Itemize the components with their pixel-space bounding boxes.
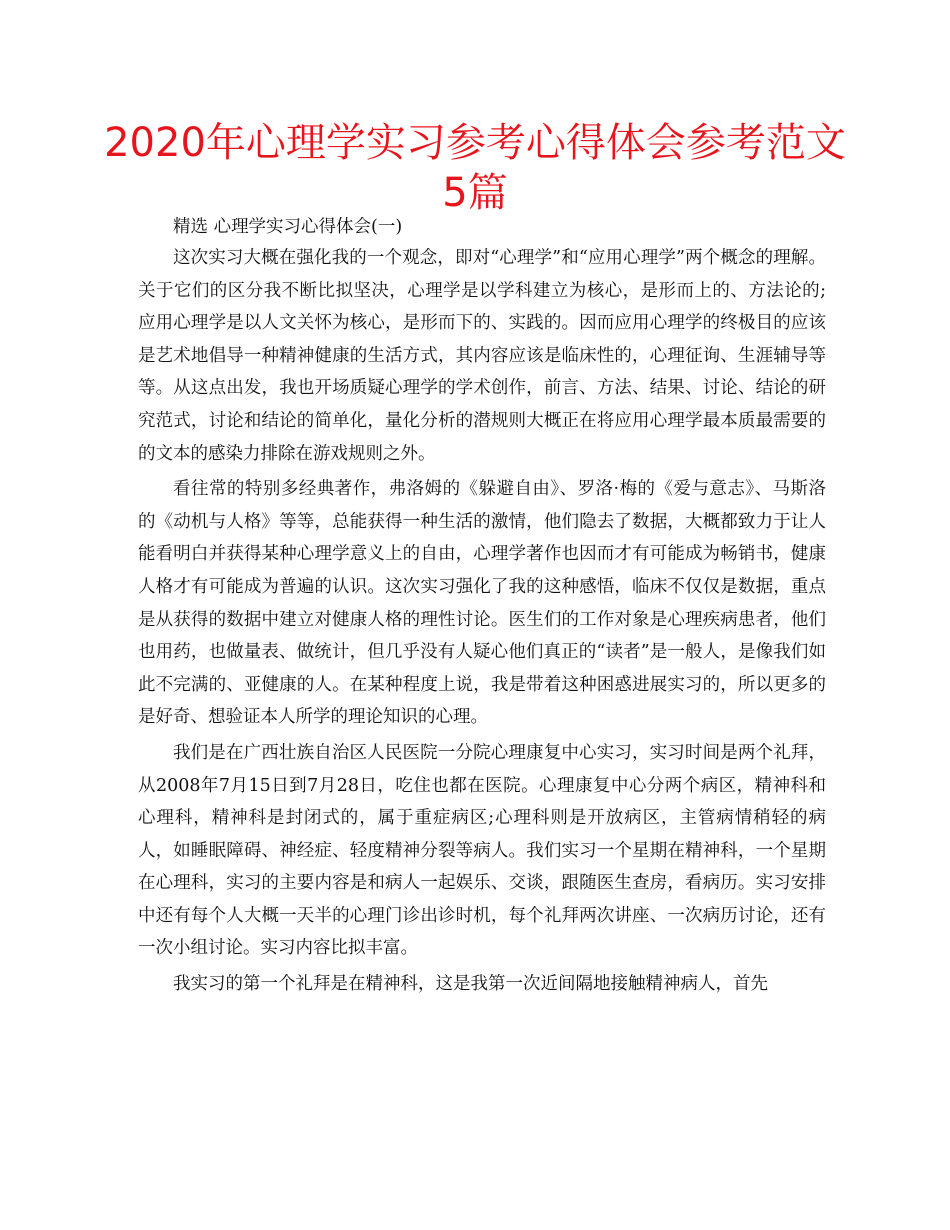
paragraph-4: 我实习的第一个礼拜是在精神科，这是我第一次近间隔地接触精神病人，首先 [173,974,768,995]
title-line-1: 2020年心理学实习参考心得体会参考范文 [104,120,846,166]
paragraph-3: 我们是在广西壮族自治区人民医院一分院心理康复中心实习，实习时间是两个礼拜，从2008年7月15日到7月28日，吃住也都在医院。心理康复中心分两个病区，精神科和心理科，精神科是封闭式的，属于重症病区;心理科则是开放病区，主管病情稍轻的病人，如睡眠障碍、神经症、轻度精神分裂等病人。我们实习一个星期在精神科，一个星期在心理科，实习的主要内容是和病人一起娱乐、交谈，跟随医生查房，看病历。实习安排中还有每个人大概一天半的心理门诊出诊时机，每个礼拜两次讲座、一次病历讨论，还有一次小组讨论。实习内容比拟丰富。 [138,742,826,959]
title-line-2: 5篇 [442,170,508,216]
paragraph-1: 这次实习大概在强化我的一个观念，即对“心理学”和“应用心理学”两个概念的理解。关于它们的区分我不断比拟坚决，心理学是以学科建立为核心，是形而上的、方法论的;应用心理学是以人文关怀为核心，是形而下的、实践的。因而应用心理学的终极目的应该是艺术地倡导一种精神健康的生活方式，其内容应该是临床性的，心理征询、生涯辅导等等。从这点出发，我也开场质疑心理学的学术创作，前言、方法、结果、讨论、结论的研究范式，讨论和结论的简单化，量化分析的潜规则大概正在将应用心理学最本质最需要的的文本的感染力排除在游戏规则之外。 [138,248,826,464]
paragraph-2: 看往常的特别多经典著作，弗洛姆的《躲避自由》、罗洛·梅的《爱与意志》、马斯洛的《动机与人格》等等，总能获得一种生活的激情，他们隐去了数据，大概都致力于让人能看明白并获得某种心理学意义上的自由，心理学著作也因而才有可能成为畅销书，健康人格才有可能成为普遍的认识。这次实习强化了我的这种感悟，临床不仅仅是数据，重点是从获得的数据中建立对健康人格的理性讨论。医生们的工作对象是心理疾病患者，他们也用药，也做量表、做统计，但几乎没有人疑心他们真正的“读者”是一般人，是像我们如此不完满的、亚健康的人。在某种程度上说，我是带着这种困惑进展实习的，所以更多的是好奇、想验证本人所学的理论知识的心理。 [138,479,826,728]
section-subheading: 精选 心理学实习心得体会(一) [173,217,403,237]
document-body [138,212,826,1001]
document-title [100,118,850,218]
